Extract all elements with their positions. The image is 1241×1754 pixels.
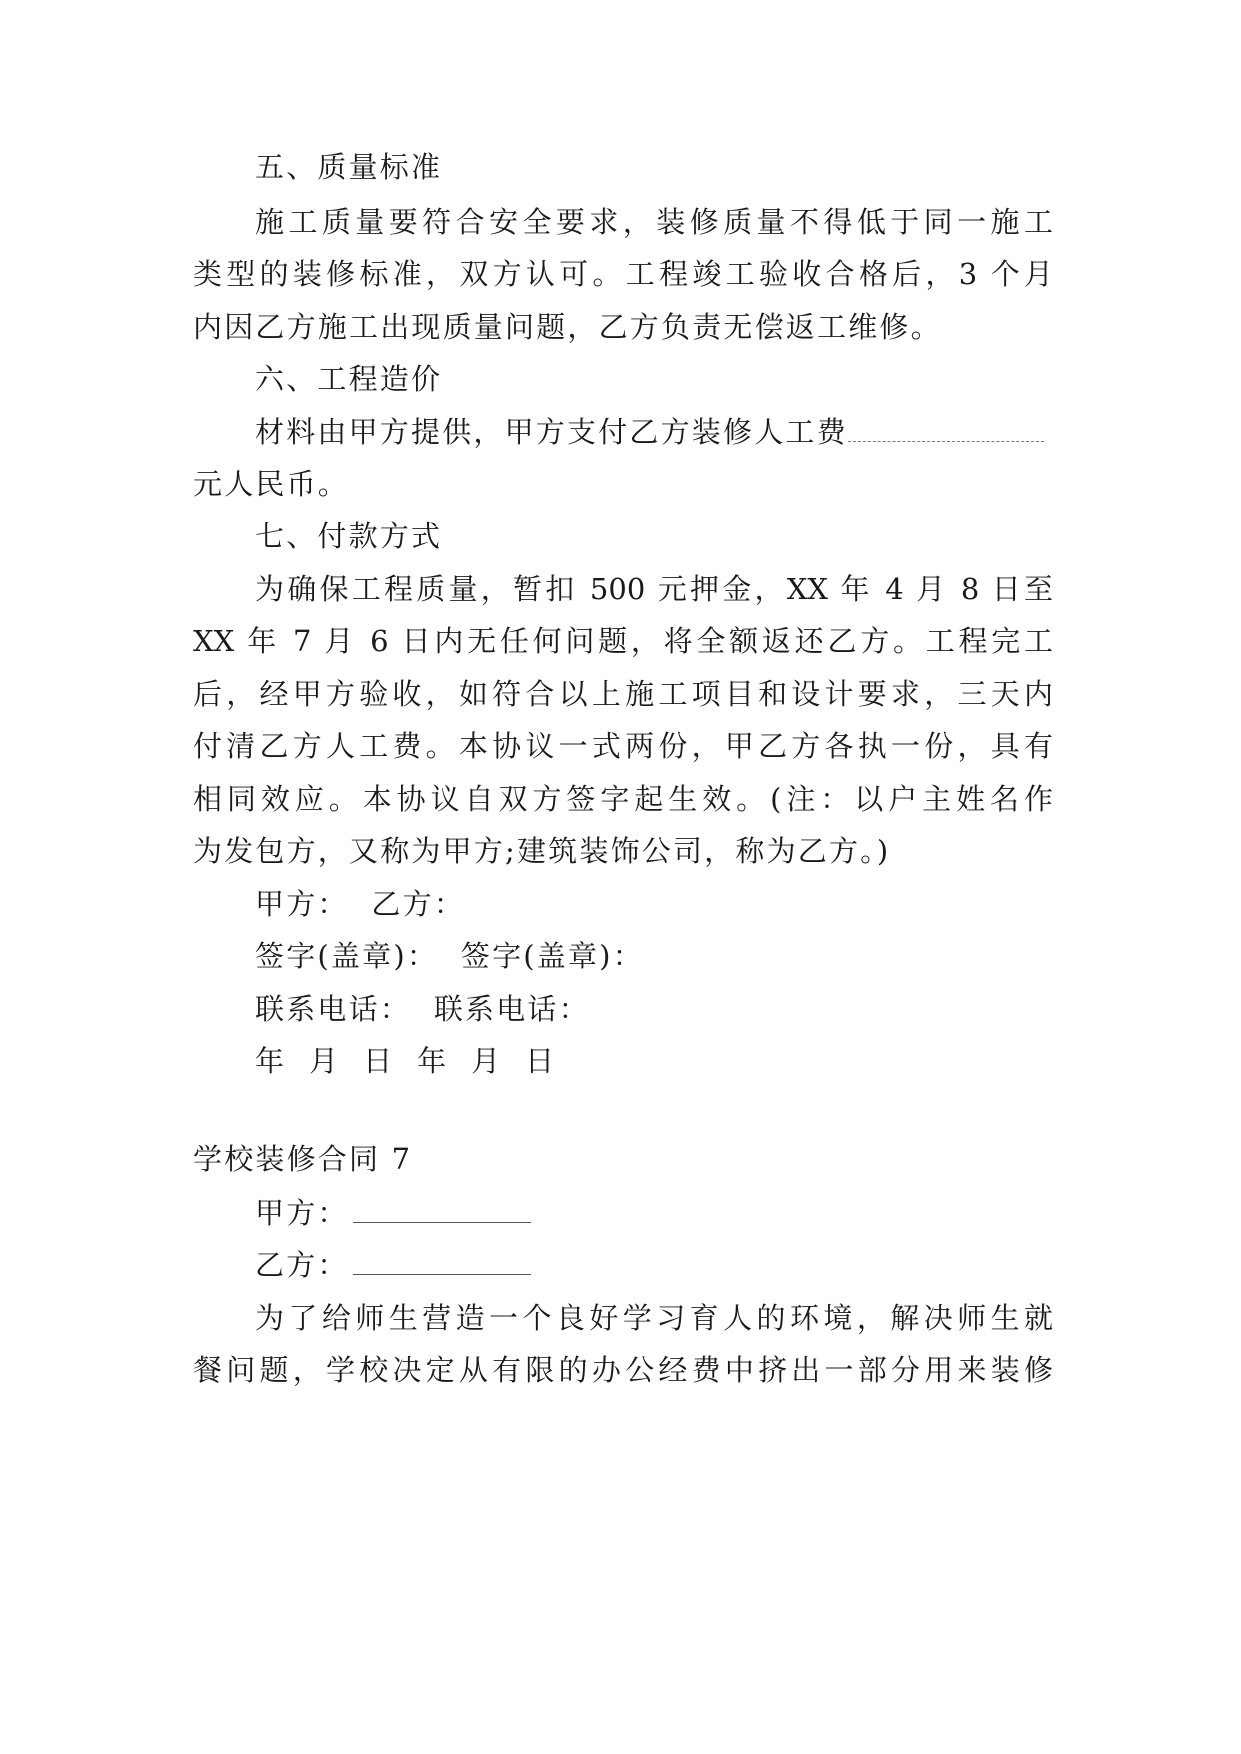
party-a-label: 甲方： (255, 1196, 349, 1230)
fee-amount-blank (848, 409, 1044, 442)
party-a-blank (353, 1192, 531, 1223)
contract-7-paragraph-line-1: 为了给师生营造一个良好学习育人的环境，解决师生就 (255, 1301, 1053, 1335)
section-5-paragraph-line-1: 施工质量要符合安全要求，装修质量不得低于同一施工 (255, 205, 1053, 239)
section-5-paragraph-line-3: 内因乙方施工出现质量问题，乙方负责无偿返工维修。 (193, 310, 942, 344)
section-7-paragraph-line-1: 为确保工程质量，暂扣 500 元押金，XX 年 4 月 8 日至 (255, 572, 1053, 606)
section-6-paragraph-line-2: 元人民币。 (193, 467, 350, 501)
section-7-paragraph-line-6: 为发包方，又称为甲方;建筑装饰公司，称为乙方。) (193, 834, 891, 868)
signature-date: 年 月 日 年 月 日 (255, 1044, 557, 1078)
contract-7-title: 学校装修合同 7 (193, 1142, 413, 1176)
section-5-paragraph-line-2: 类型的装修标准，双方认可。工程竣工验收合格后，3 个月 (193, 257, 1053, 291)
section-7-paragraph-line-3: 后，经甲方验收，如符合以上施工项目和设计要求，三天内 (193, 677, 1053, 711)
section-6-text: 材料由甲方提供，甲方支付乙方装修人工费 (255, 415, 848, 449)
signature-stamp: 签字(盖章)： 签字(盖章)： (255, 939, 644, 973)
party-a-row (255, 1184, 531, 1242)
section-7-paragraph-line-4: 付清乙方人工费。本协议一式两份，甲乙方各执一份，具有 (193, 729, 1053, 763)
party-b-label: 乙方： (255, 1248, 349, 1282)
party-b-blank (353, 1244, 531, 1275)
section-5-heading: 五、质量标准 (255, 150, 443, 184)
party-b-row (255, 1236, 531, 1294)
signature-parties: 甲方： 乙方： (255, 887, 466, 921)
signature-phone: 联系电话： 联系电话： (255, 992, 590, 1026)
section-6-heading: 六、工程造价 (255, 362, 443, 396)
section-7-paragraph-line-2: XX 年 7 月 6 日内无任何问题，将全额返还乙方。工程完工 (193, 624, 1053, 658)
contract-7-paragraph-line-2: 餐问题，学校决定从有限的办公经费中挤出一部分用来装修 (193, 1353, 1053, 1387)
section-7-heading: 七、付款方式 (255, 519, 443, 553)
section-7-paragraph-line-5: 相同效应。本协议自双方签字起生效。(注：以户主姓名作 (193, 782, 1053, 816)
section-6-paragraph-line-1 (255, 403, 1044, 461)
